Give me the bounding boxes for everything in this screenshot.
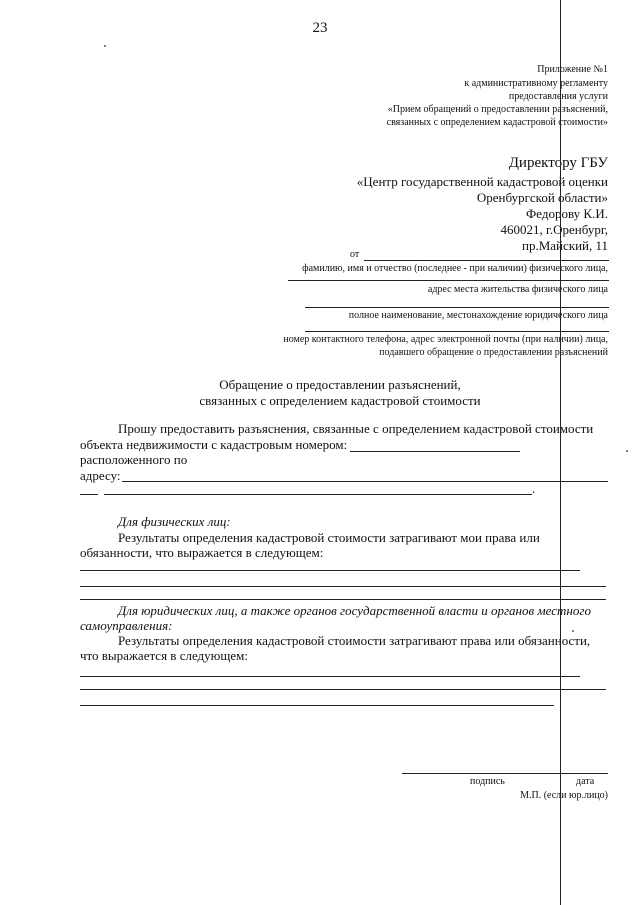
title-line: Обращение о предоставлении разъяснений, [219,377,461,392]
sender-caption: фамилию, имя и отчество (последнее - при наличии) физического лица, [302,263,608,274]
title-line: связанных с определением кадастровой стоимости [199,393,481,408]
scan-line [560,0,561,905]
legal-answer-field[interactable] [80,689,606,690]
addressee-line: пр.Майский, 11 [521,238,608,253]
request-line: объекта недвижимости с кадастровым номером: [80,437,348,452]
appendix-line: предоставления услуги [508,91,608,102]
individuals-line: обязанности, что выражается в следующем: [80,545,324,560]
stamp-label: М.П. (если юр.лицо) [520,790,608,801]
address-field-continued[interactable] [104,494,532,495]
legal-line: что выражается в следующем: [80,648,248,663]
sender-caption: полное наименование, местонахождение юридического лица [348,310,608,321]
appendix-line: «Прием обращений о предоставлении разъяснений, [387,104,608,115]
scan-speck [626,450,628,452]
legal-heading: самоуправления: [80,618,173,633]
appendix-line: к административному регламенту [464,78,608,89]
addressee-line: Оренбургской области» [476,190,608,205]
legal-heading: Для юридических лиц, а также органов государственной власти и органов местного [118,603,591,618]
date-label: дата [576,776,595,787]
request-line: расположенного по [80,452,188,467]
legal-line: Результаты определения кадастровой стоимости затрагивают права или обязанности, [118,633,591,648]
sender-name-field[interactable] [364,260,609,261]
individuals-answer-field[interactable] [80,570,580,571]
sender-caption: адрес места жительства физического лица [427,284,608,295]
scan-speck [104,45,106,47]
individuals-heading: Для физических лиц: [118,514,231,529]
legal-answer-field[interactable] [80,676,580,677]
addressee-line: Федорову К.И. [526,206,608,221]
signature-field[interactable] [402,773,608,774]
address-end-dot: . [532,481,536,496]
individuals-answer-field[interactable] [80,599,606,600]
from-label: от [350,249,360,260]
page-number: 23 [312,20,328,36]
cadastral-number-field[interactable] [350,451,520,452]
legal-answer-field[interactable] [80,705,554,706]
sender-caption: подавшего обращение о предоставлении разъяснений [379,347,608,358]
addressee-line: 460021, г.Оренбург, [500,222,608,237]
request-line: адресу: [80,468,121,483]
signature-label: подпись [470,776,505,787]
addressee-line: «Центр государственной кадастровой оценки [356,174,608,189]
appendix-title: Приложение №1 [537,64,608,75]
appendix-line: связанных с определением кадастровой стоимости» [386,117,608,128]
scan-speck [572,630,574,632]
address-field-continued[interactable] [80,494,98,495]
sender-org-field[interactable] [305,307,609,308]
sender-caption: номер контактного телефона, адрес электронной почты (при наличии) лица, [283,334,608,345]
request-line: Прошу предоставить разъяснения, связанные с определением кадастровой стоимости [118,421,594,436]
individuals-line: Результаты определения кадастровой стоимости затрагивают мои права или [118,530,540,545]
addressee-line: Директору ГБУ [508,155,608,171]
sender-contact-field[interactable] [305,331,609,332]
individuals-answer-field[interactable] [80,586,606,587]
